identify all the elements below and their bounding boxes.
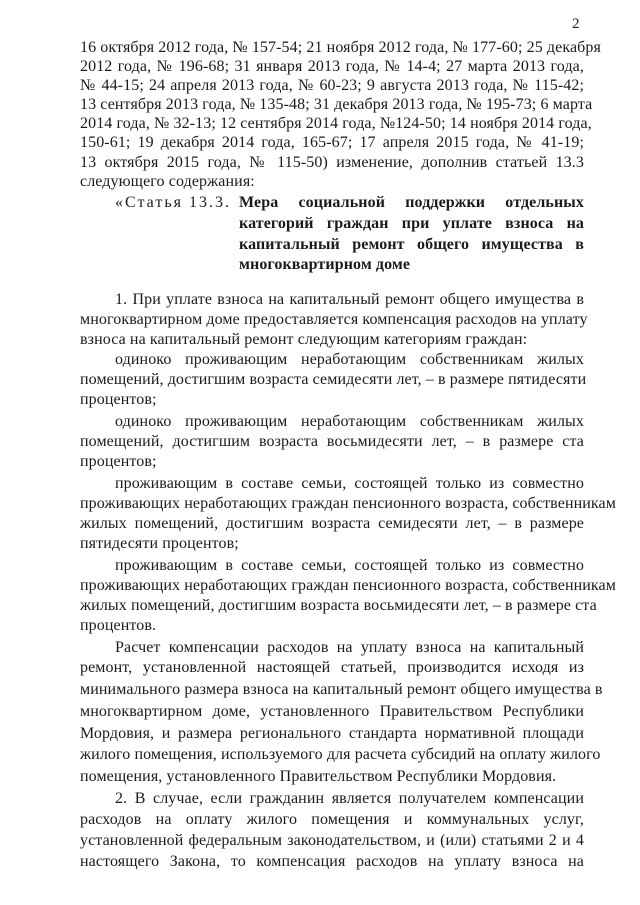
body-line: проживающим в составе семьи, состоящей только из совместно — [115, 557, 584, 574]
intro-line: 150-61; 19 декабря 2014 года, 165-67; 17 апреля 2015 года, № 41-19; — [80, 134, 584, 151]
body-line: многоквартирном доме, установленного Правительством Республики — [80, 703, 584, 720]
article-title-line: Мера социальной поддержки отдельных — [239, 194, 584, 211]
intro-line: 2014 года, № 32-13; 12 сентября 2014 года, №124-50; 14 ноября 2014 года, — [80, 115, 592, 132]
body-line: пятидесяти процентов; — [80, 535, 239, 552]
body-line: ремонт, установленной настоящей статьей, производится исходя из — [80, 659, 584, 676]
intro-line: 2012 года, № 196-68; 31 января 2013 года, № 14-4; 27 марта 2013 года, — [80, 58, 584, 75]
article-title-line: капитальный ремонт общего имущества в — [239, 236, 584, 253]
body-line: жилых помещений, достигшим возраста восьмидесяти лет, – в размере ста — [80, 597, 597, 614]
body-line: процентов; — [80, 391, 157, 408]
body-line: помещений, достигшим возраста восьмидесяти лет, – в размере ста — [80, 433, 584, 450]
body-line: проживающих неработающих граждан пенсионного возраста, собственникам — [80, 577, 616, 594]
body-line: настоящего Закона, то компенсация расходов на уплату взноса на — [80, 853, 584, 870]
article-title-line: многоквартирном доме — [239, 256, 411, 273]
body-line: одиноко проживающим неработающим собственникам жилых — [115, 351, 584, 368]
article-label: «Статья 13.3. — [115, 194, 231, 211]
body-line: взноса на капитальный ремонт следующим категориям граждан: — [80, 331, 528, 348]
body-line: минимального размера взноса на капитальный ремонт общего имущества в — [80, 681, 603, 698]
body-line: многоквартирном доме предоставляется компенсация расходов на уплату — [80, 311, 588, 328]
body-line: процентов; — [80, 453, 157, 470]
intro-line: 13 сентября 2013 года, № 135-48; 31 декабря 2013 года, № 195-73; 6 марта — [80, 96, 593, 113]
body-line: 2. В случае, если гражданин является получателем компенсации — [115, 790, 584, 807]
body-line: жилого помещения, используемого для расчета субсидий на оплату жилого — [80, 746, 601, 763]
intro-line: следующего содержания: — [80, 173, 255, 190]
body-line: проживающим в составе семьи, состоящей только из совместно — [115, 475, 584, 492]
intro-line: № 44-15; 24 апреля 2013 года, № 60-23; 9 августа 2013 года, № 115-42; — [80, 77, 584, 94]
body-line: помещения, установленного Правительством Республики Мордовия. — [80, 768, 557, 785]
body-line: Мордовия, и размера регионального стандарта нормативной площади — [80, 725, 584, 742]
body-line: расходов на оплату жилого помещения и коммунальных услуг, — [80, 811, 584, 828]
body-line: жилых помещений, достигшим возраста семидесяти лет, – в размере — [80, 515, 584, 532]
body-line: установленной федеральным законодательством, и (или) статьями 2 и 4 — [80, 832, 584, 849]
intro-line: 16 октября 2012 года, № 157-54; 21 ноября 2012 года, № 177-60; 25 декабря — [80, 39, 601, 56]
body-line: проживающих неработающих граждан пенсионного возраста, собственникам — [80, 495, 616, 512]
body-line: помещений, достигшим возраста семидесяти лет, – в размере пятидесяти — [80, 371, 587, 388]
page-number: 2 — [572, 16, 580, 32]
body-line: одиноко проживающим неработающим собственникам жилых — [115, 413, 584, 430]
body-line: процентов. — [80, 617, 157, 634]
body-line: Расчет компенсации расходов на уплату взноса на капитальный — [115, 639, 584, 656]
body-line: 1. При уплате взноса на капитальный ремонт общего имущества в — [115, 291, 584, 308]
article-title-line: категорий граждан при уплате взноса на — [239, 215, 584, 232]
intro-line: 13 октября 2015 года, № 115-50) изменение, дополнив статьей 13.3 — [80, 154, 584, 171]
